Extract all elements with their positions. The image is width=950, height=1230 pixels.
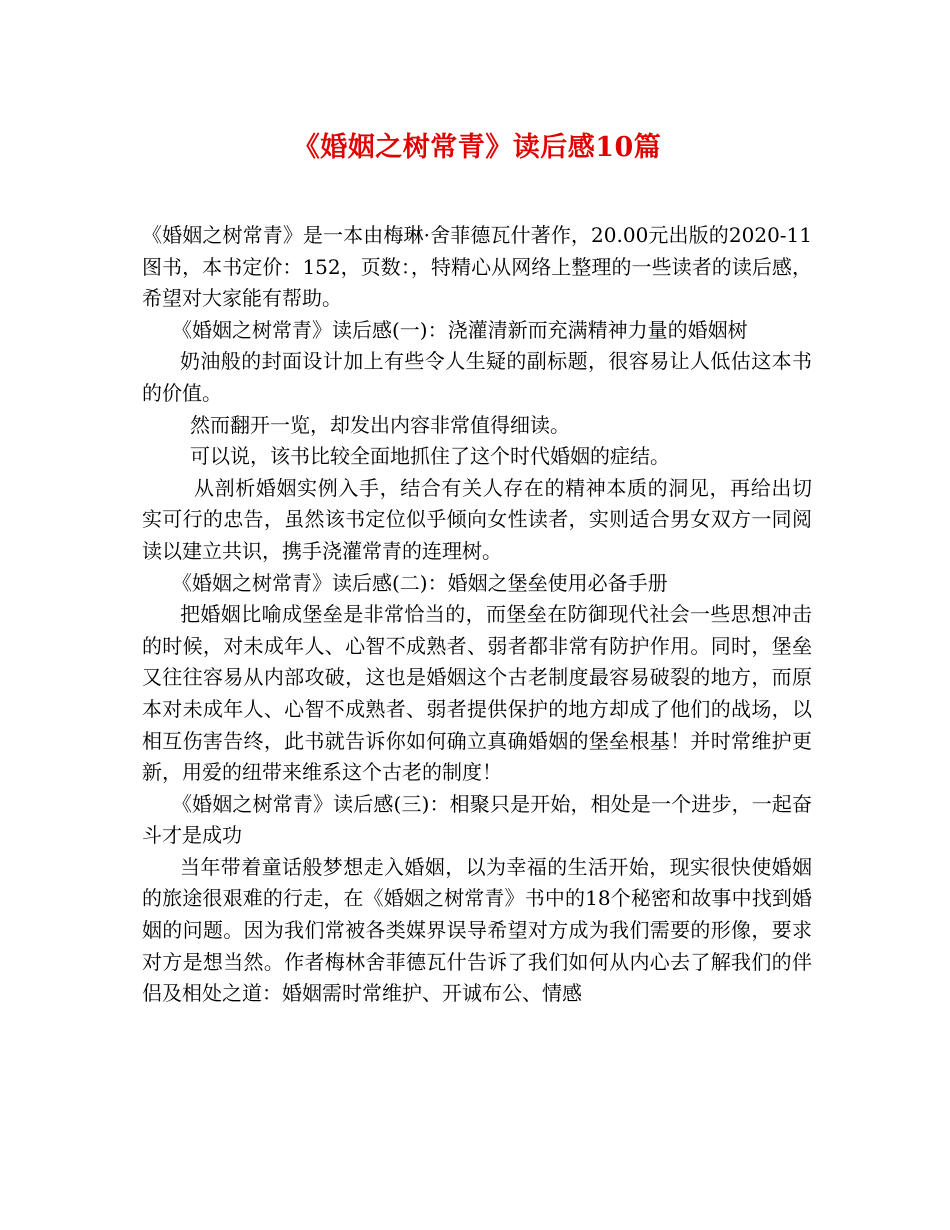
- document-page: [142, 128, 812, 1010]
- section-heading-1: 《婚姻之树常青》读后感(一)：浇灌清新而充满精神力量的婚姻树: [172, 317, 748, 342]
- paragraph: 然而翻开一览，却发出内容非常值得细读。: [190, 412, 570, 437]
- paragraph: 奶油般的封面设计加上有些令人生疑的副标题，很容易让人低估这本书的价值。: [142, 349, 812, 405]
- paragraph: 把婚姻比喻成堡垒是非常恰当的，而堡垒在防御现代社会一些思想冲击的时候，对未成年人、心智不成熟者、弱者都非常有防护作用。同时，堡垒又往往容易从内部攻破，这也是婚姻这个古老制度最容易破裂的地方，而原本对未成年人、心智不成熟者、弱者提供保护的地方却成了他们的战场，以相互伤害告终，此书就告诉你如何确立真确婚姻的堡垒根基！并时常维护更新，用爱的纽带来维系这个古老的制度！: [142, 602, 812, 785]
- intro-paragraph: 《婚姻之树常青》是一本由梅琳·舍菲德瓦什著作，20.00元出版的2020-11图书，本书定价：152，页数：，特精心从网络上整理的一些读者的读后感，希望对大家能有帮助。: [142, 223, 812, 311]
- paragraph: 从剖析婚姻实例入手，结合有关人存在的精神本质的洞见，再给出切实可行的忠告，虽然该书定位似乎倾向女性读者，实则适合男女双方一同阅读以建立共识，携手浇灌常青的连理树。: [142, 475, 812, 563]
- document-title: 《婚姻之树常青》读后感10篇: [292, 132, 662, 163]
- paragraph: 当年带着童话般梦想走入婚姻，以为幸福的生活开始，现实很快使婚姻的旅途很艰难的行走，在《婚姻之树常青》书中的18个秘密和故事中找到婚姻的问题。因为我们常被各类媒界误导希望对方成为我们需要的形像，要求对方是想当然。作者梅林舍菲德瓦什告诉了我们如何从内心去了解我们的伴侣及相处之道：婚姻需时常维护、开诚布公、情感: [142, 854, 812, 1006]
- document-body: [142, 220, 812, 1010]
- section-heading-2: 《婚姻之树常青》读后感(二)：婚姻之堡垒使用必备手册: [172, 570, 668, 595]
- section-heading-3: 《婚姻之树常青》读后感(三)：相聚只是开始，相处是一个进步，一起奋斗才是成功: [142, 791, 812, 848]
- paragraph: 可以说，该书比较全面地抓住了这个时代婚姻的症结。: [190, 444, 670, 469]
